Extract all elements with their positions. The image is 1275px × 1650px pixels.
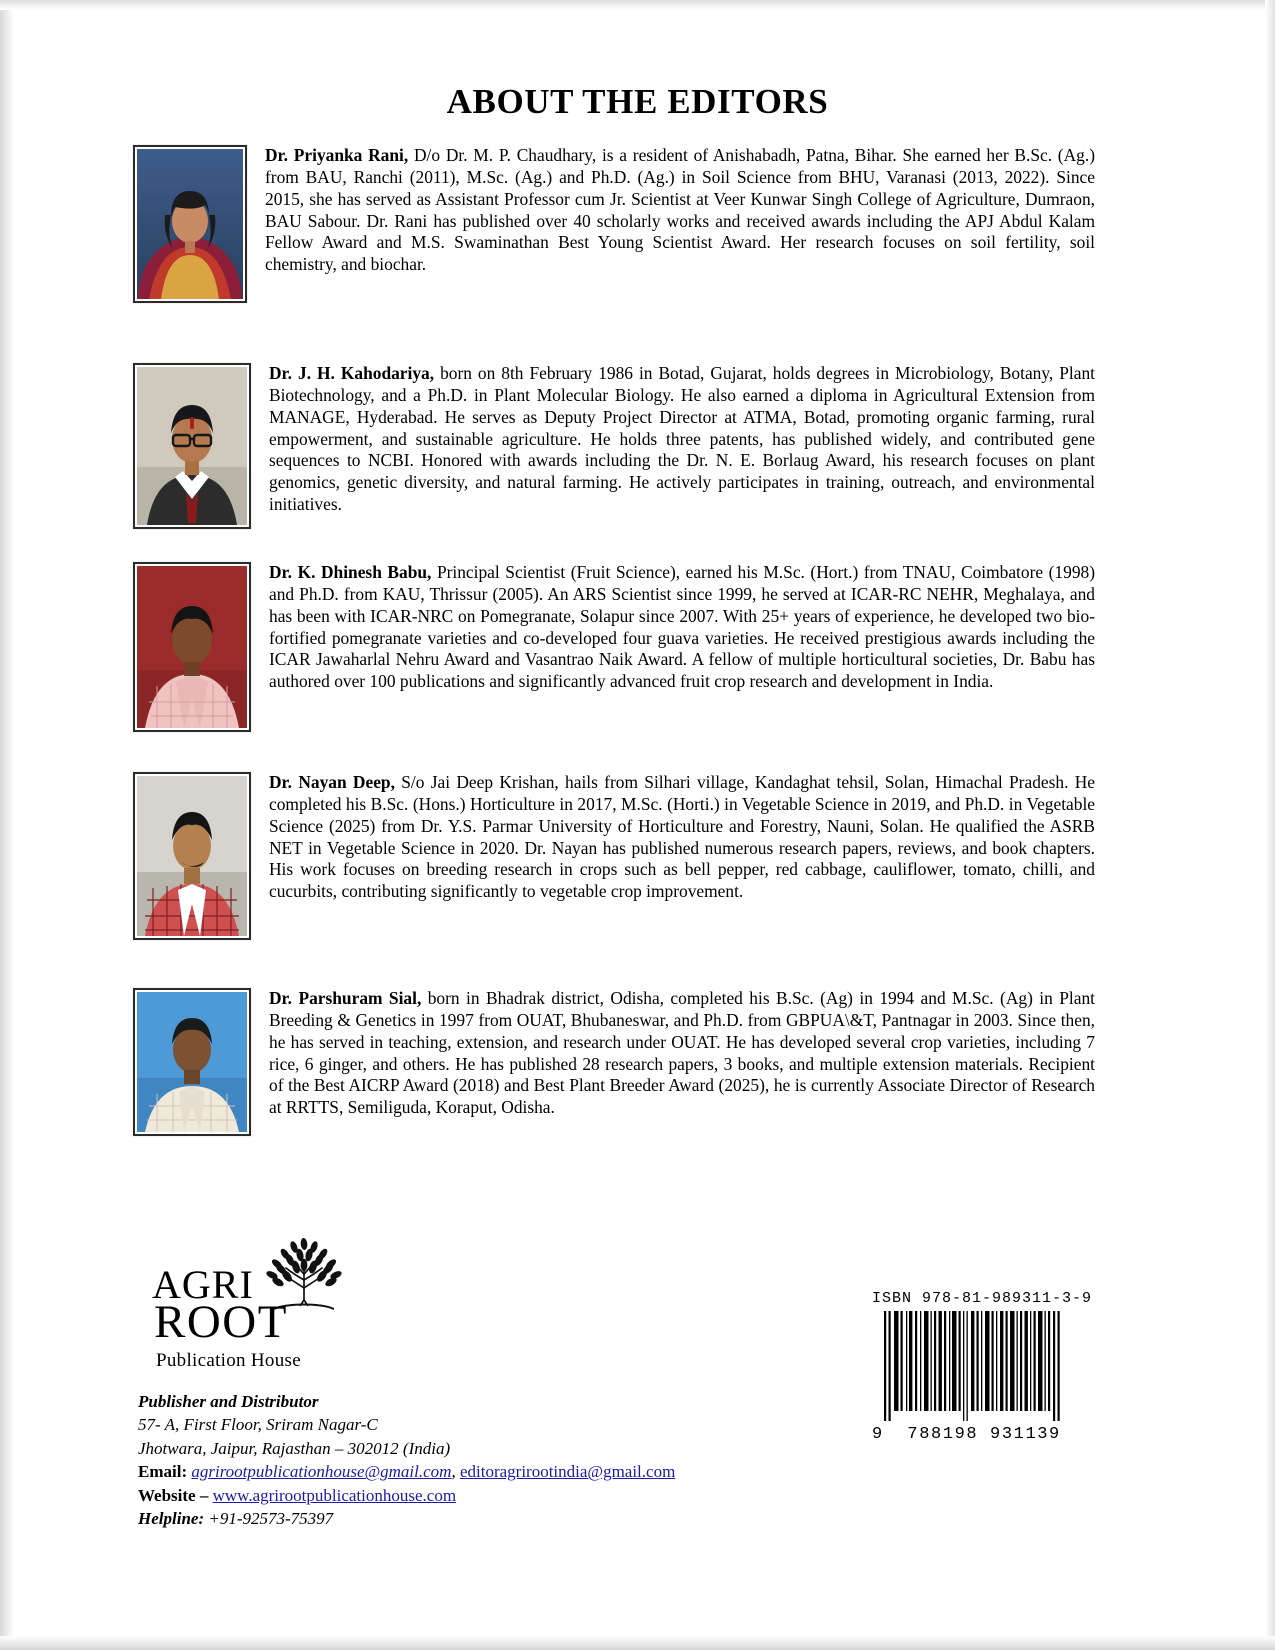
- editor-name: Dr. Parshuram Sial,: [269, 988, 422, 1008]
- page-edge-shading-right: [1265, 0, 1275, 1650]
- isbn-text: ISBN 978-81-989311-3-9: [872, 1290, 1093, 1307]
- portrait-k-dhinesh-babu: [137, 566, 247, 728]
- editor-entry: [133, 772, 1095, 940]
- editor-name: Dr. Nayan Deep,: [269, 772, 395, 792]
- website-link[interactable]: www.agrirootpublicationhouse.com: [212, 1485, 457, 1505]
- portrait-illustration: [137, 367, 247, 525]
- editor-bio-text: S/o Jai Deep Krishan, hails from Silhari village, Kandaghat tehsil, Solan, Himachal Pradesh. He completed his B.Sc. (Hons.) Horticulture in 2017, M.Sc. (Horti.) in Vegetable Science in 2019, and Ph.D. in Vegetable Science (2025) from Dr. Y.S. Parmar University of Horticulture and Forestry, Nauni, Solan. He qualified the ASRB NET in Vegetable Science in 2020. Dr. Nayan has published numerous research papers, reviews, and book chapters. His work focuses on breeding research in crops such as bell pepper, red cabbage, cauliflower, tomato, chilli, and cucurbits, contributing significantly to vegetable crop improvement.: [269, 772, 1095, 902]
- editor-photo-frame: [133, 562, 251, 732]
- email-label: Email:: [138, 1462, 188, 1482]
- editor-name: Dr. Priyanka Rani,: [265, 145, 409, 165]
- editor-bio-text: D/o Dr. M. P. Chaudhary, is a resident of Anishabadh, Patna, Bihar. She earned her B.Sc. (Ag.) from BAU, Ranchi (2011), M.Sc. (Ag.) and Ph.D. (Ag.) in Soil Science from BHU, Varanasi (2013, 2022). Since 2015, she has served as Assistant Professor cum Jr. Scientist at Veer Kunwar Singh College of Agriculture, Dumraon, BAU Sabour. Dr. Rani has published over 40 scholarly works and received awards including the APJ Abdul Kalam Fellow Award and M.S. Swaminathan Best Young Scientist Award. Her research focuses on soil fertility, soil chemistry, and biochar.: [265, 145, 1095, 275]
- isbn-barcode-block: [872, 1290, 1093, 1444]
- publisher-address-line-1: 57- A, First Floor, Sriram Nagar-C: [138, 1415, 378, 1435]
- editor-entry: [133, 363, 1095, 529]
- email-separator: ,: [451, 1462, 460, 1482]
- page-title: ABOUT THE EDITORS: [446, 82, 829, 121]
- page-edge-shading-bottom: [0, 1636, 1275, 1650]
- portrait-parshuram-sial: [137, 992, 247, 1132]
- barcode-digit-leading: 9: [872, 1425, 884, 1444]
- portrait-illustration: [137, 149, 243, 299]
- page-edge-shading-left: [0, 0, 14, 1650]
- editor-entry: [133, 145, 1095, 303]
- barcode-digits: [872, 1425, 1082, 1444]
- editor-entry: [133, 988, 1095, 1136]
- editor-bio: [251, 363, 1095, 516]
- editor-name: Dr. J. H. Kahodariya,: [269, 363, 435, 383]
- editor-name: Dr. K. Dhinesh Babu,: [269, 562, 432, 582]
- barcode-digit-group: 788198 931139: [907, 1425, 1061, 1444]
- portrait-j-h-kahodariya: [137, 367, 247, 525]
- editor-photo-frame: [133, 363, 251, 529]
- editor-bio: [251, 772, 1095, 903]
- barcode-image: [872, 1311, 1068, 1427]
- editor-bio-text: Principal Scientist (Fruit Science), earned his M.Sc. (Hort.) from TNAU, Coimbatore (1998) and Ph.D. from KAU, Thrissur (2005). An ARS Scientist since 1999, he served at ICAR-RC NEHR, Meghalaya, and has been with ICAR-NRC on Pomegranate, Solapur since 2007. With 25+ years of experience, he developed two bio-fortified pomegranate varieties and co-developed four guava varieties. He received prestigious awards including the ICAR Jawaharlal Nehru Award and Vasantrao Naik Award. A fellow of multiple horticultural societies, Dr. Babu has authored over 100 publications and significantly advanced fruit crop research and development in India.: [269, 562, 1095, 692]
- editor-bio-text: born in Bhadrak district, Odisha, completed his B.Sc. (Ag) in 1994 and M.Sc. (Ag) in Plant Breeding & Genetics in 1997 from OUAT, Bhubaneswar, and Ph.D. from GBPUA\&T, Pantnagar in 2003. Since then, he has served in teaching, extension, and research under OUAT. He has developed several crop varieties, including 7 rice, 6 ginger, and others. He has published 28 research papers, 3 books, and multiple extension materials. Recipient of the Best AICRP Award (2018) and Best Plant Breeder Award (2025), he is currently Associate Director of Research at RRTTS, Semiliguda, Koraput, Odisha.: [269, 988, 1095, 1118]
- portrait-priyanka-rani: [137, 149, 243, 299]
- page-edge-shading-top: [0, 0, 1275, 10]
- publisher-address-line-2: Jhotwara, Jaipur, Rajasthan – 302012 (India): [138, 1438, 451, 1458]
- publisher-helpline-row: [138, 1507, 738, 1530]
- logo-tagline: Publication House: [156, 1350, 301, 1371]
- editor-bio: [247, 145, 1095, 276]
- publisher-logo: [152, 1238, 352, 1371]
- editor-photo-frame: [133, 988, 251, 1136]
- portrait-illustration: [137, 992, 247, 1132]
- website-label: Website –: [138, 1485, 213, 1505]
- portrait-nayan-deep: [137, 776, 247, 936]
- publisher-heading: Publisher and Distributor: [138, 1392, 319, 1411]
- editor-bio-text: born on 8th February 1986 in Botad, Gujarat, holds degrees in Microbiology, Botany, Plant Biotechnology, and a Ph.D. in Plant Molecular Biology. He also earned a diploma in Agricultural Extension from MANAGE, Hyderabad. He serves as Deputy Project Director at ATMA, Botad, promoting organic farming, rural empowerment, and sustainable agriculture. He holds three patents, has published widely, and contributed gene sequences to NCBI. Honored with awards including the Dr. N. E. Borlaug Award, his research focuses on plant genomics, genetic diversity, and natural farming. He actively participates in training, outreach, and environmental initiatives.: [269, 363, 1095, 515]
- portrait-illustration: [137, 566, 247, 728]
- publisher-website-row: [138, 1484, 738, 1507]
- editor-photo-frame: [133, 145, 247, 303]
- editor-bio: [251, 562, 1095, 693]
- editor-photo-frame: [133, 772, 251, 940]
- helpline-label: Helpline:: [138, 1509, 205, 1529]
- logo-text-root: ROOT: [154, 1296, 288, 1348]
- portrait-illustration: [137, 776, 247, 936]
- editor-bio: [251, 988, 1095, 1119]
- email-link-primary[interactable]: agrirootpublicationhouse@gmail.com: [191, 1462, 452, 1482]
- helpline-number: +91-92573-75397: [204, 1509, 334, 1529]
- publisher-info: [138, 1390, 738, 1531]
- editor-entry: [133, 562, 1095, 732]
- logo-text-agri: AGRI: [152, 1262, 254, 1307]
- email-link-secondary[interactable]: editoragrirootindia@gmail.com: [459, 1462, 676, 1482]
- publisher-email-row: [138, 1460, 738, 1483]
